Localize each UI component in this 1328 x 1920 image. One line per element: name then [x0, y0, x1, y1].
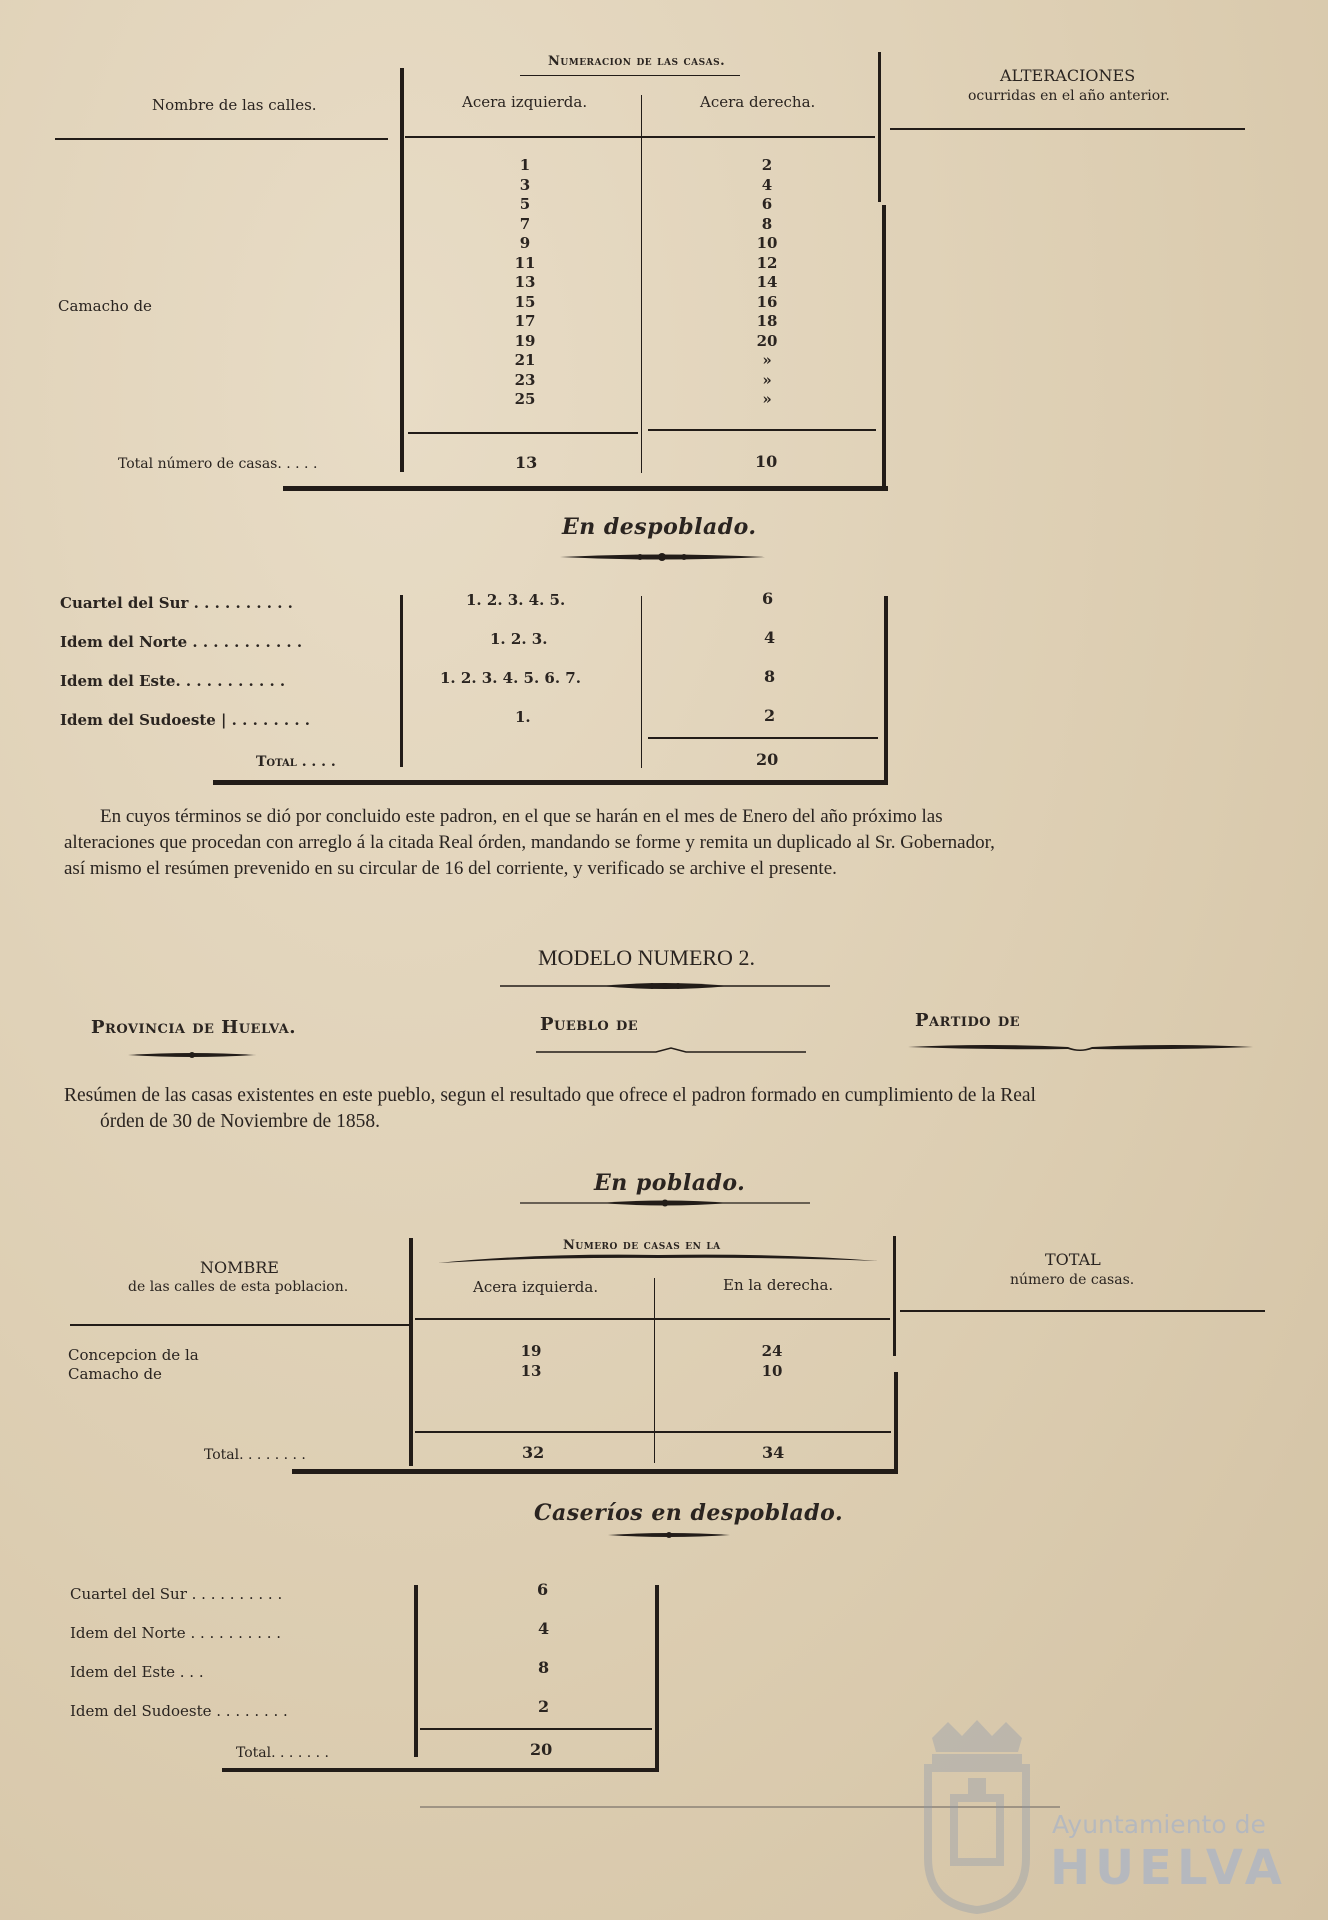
desp-total-label: Total . . . . [256, 754, 336, 770]
despoblado-title: En despoblado. [562, 514, 757, 540]
resumen-line-2: órden de 30 de Noviembre de 1858. [100, 1111, 380, 1132]
top-total-izq: 13 [515, 453, 538, 472]
header-rule-mid [405, 136, 875, 138]
der-numbers-column: 2 4 6 8 10 12 14 16 18 20 » » » [756, 156, 778, 408]
nombre-calles-header: Nombre de las calles. [152, 96, 317, 114]
cas-row-4-val: 2 [538, 1697, 550, 1716]
poblado-ornament [520, 1197, 810, 1209]
huelva-coat-of-arms-watermark [918, 1718, 1036, 1914]
cas-row-4-name: Idem del Sudoeste . . . . . . . . [70, 1702, 288, 1720]
desp-row-3-izq: 1. 2. 3. 4. 5. 6. 7. [440, 669, 581, 687]
desp-bottom-thick-rule [213, 780, 888, 785]
alteraciones-subheader: ocurridas en el año anterior. [968, 88, 1170, 104]
header-rule-left [55, 138, 388, 140]
closing-paragraph-line-3: así mismo el resúmen prevenido en su circular de 16 del corriente, y verificado se archive el presente. [64, 858, 837, 879]
poblado-sum-rule [415, 1431, 891, 1433]
top-total-der: 10 [755, 452, 778, 471]
provincia-ornament [128, 1050, 256, 1060]
modelo-title: MODELO NUMERO 2. [538, 945, 755, 970]
provincia-label: Provincia de Huelva. [91, 1017, 296, 1038]
caserios-total-label: Total. . . . . . . [236, 1745, 329, 1761]
desp-row-1-name: Cuartel del Sur . . . . . . . . . . [60, 594, 293, 612]
street-camacho-de: Camacho de [58, 297, 152, 315]
desp-row-2-izq: 1. 2. 3. [490, 630, 548, 648]
caserios-sum-rule [420, 1728, 652, 1730]
closing-paragraph-line-1: En cuyos términos se dió por concluido este padron, en el que se harán en el mes de Enero del año próximo las [100, 806, 943, 827]
poblado-streets: Concepcion de la Camacho de [68, 1346, 199, 1383]
modelo-ornament [500, 980, 830, 992]
top-vrule-left [400, 68, 404, 472]
poblado-vrule-right1 [893, 1236, 896, 1356]
resumen-line-1: Resúmen de las casas existentes en este pueblo, segun el resultado que ofrece el padron formado en cumplimiento de la Real [64, 1085, 1036, 1106]
desp-sum-rule [648, 737, 878, 739]
caserios-vrule-left [414, 1585, 418, 1757]
cas-row-3-val: 8 [538, 1658, 550, 1677]
acera-izquierda-header: Acera izquierda. [462, 93, 588, 111]
poblado-der-values: 24 10 [761, 1342, 783, 1380]
poblado-vrule-left [409, 1238, 413, 1466]
desp-vrule-left [400, 595, 403, 767]
desp-vrule-mid [641, 596, 642, 768]
cas-row-1-name: Cuartel del Sur . . . . . . . . . . [70, 1585, 283, 1603]
pueblo-ornament [536, 1047, 806, 1057]
top-vrule-right1 [878, 52, 881, 202]
poblado-nombre-subheader: de las calles de esta poblacion. [128, 1279, 349, 1295]
pueblo-label: Pueblo de [540, 1014, 639, 1035]
top-total-label: Total número de casas. . . . . [118, 456, 318, 472]
poblado-head-rule-right [900, 1310, 1265, 1312]
poblado-vrule-right2 [894, 1372, 898, 1474]
poblado-title: En poblado. [594, 1170, 746, 1196]
header-rule-numeracion [520, 75, 740, 76]
cas-row-1-val: 6 [537, 1580, 549, 1599]
desp-row-1-der: 6 [762, 589, 774, 608]
caserios-vrule-right [655, 1585, 659, 1771]
poblado-head-rule-mid [415, 1318, 890, 1320]
partido-ornament [908, 1040, 1253, 1054]
desp-row-3-der: 8 [764, 667, 776, 686]
desp-row-2-name: Idem del Norte . . . . . . . . . . . [60, 633, 303, 651]
cas-row-3-name: Idem del Este . . . [70, 1663, 204, 1681]
alteraciones-header: ALTERACIONES [1000, 66, 1136, 85]
poblado-izq-values: 19 13 [520, 1342, 542, 1380]
desp-row-3-name: Idem del Este. . . . . . . . . . . [60, 672, 286, 690]
poblado-nombre-header: NOMBRE [200, 1258, 279, 1277]
poblado-izq-header: Acera izquierda. [473, 1278, 599, 1296]
closing-paragraph-line-2: alteraciones que procedan con arreglo á la citada Real órden, mandando se forme y remita un duplicado al Sr. Gobernador, [64, 832, 995, 853]
watermark-huelva: HUELVA [1050, 1840, 1287, 1896]
cas-row-2-val: 4 [538, 1619, 550, 1638]
desp-row-4-name: Idem del Sudoeste | . . . . . . . . [60, 711, 311, 729]
acera-derecha-header: Acera derecha. [700, 93, 816, 111]
watermark-ayuntamiento: Ayuntamiento de [1052, 1810, 1266, 1839]
top-vrule-mid [641, 95, 642, 473]
desp-row-4-der: 2 [764, 706, 776, 725]
desp-row-1-izq: 1. 2. 3. 4. 5. [466, 591, 566, 609]
desp-vrule-right [884, 596, 888, 782]
poblado-total-subheader: número de casas. [1010, 1272, 1135, 1288]
poblado-total-izq: 32 [522, 1443, 545, 1462]
top-bottom-thick-rule [283, 486, 888, 491]
poblado-vrule-mid [654, 1278, 655, 1463]
poblado-head-rule-left [70, 1324, 410, 1326]
desp-row-4-izq: 1. [515, 708, 531, 726]
caserios-bottom-rule [222, 1768, 659, 1772]
numeracion-header: Numeracion de las casas. [548, 54, 726, 69]
partido-label: Partido de [915, 1010, 1020, 1031]
caserios-ornament [608, 1530, 730, 1540]
poblado-numero-header: Numero de casas en la [563, 1238, 721, 1253]
top-sum-rule-right [648, 429, 876, 431]
izq-numbers-column: 1 3 5 7 9 11 13 15 17 19 21 23 25 [514, 156, 536, 408]
poblado-total-der: 34 [762, 1443, 785, 1462]
desp-total-value: 20 [756, 750, 779, 769]
caserios-total-value: 20 [530, 1740, 553, 1759]
poblado-der-header: En la derecha. [723, 1276, 834, 1294]
header-rule-right [890, 128, 1245, 130]
desp-row-2-der: 4 [764, 628, 776, 647]
top-sum-rule-left [408, 432, 638, 434]
top-vrule-right2 [882, 205, 886, 488]
cas-row-2-name: Idem del Norte . . . . . . . . . . [70, 1624, 282, 1642]
despoblado-ornament [560, 550, 765, 564]
caserios-title: Caseríos en despoblado. [534, 1500, 844, 1526]
poblado-total-label: Total. . . . . . . . [204, 1447, 306, 1463]
poblado-header-swash [438, 1251, 878, 1265]
poblado-bottom-thick-rule [292, 1469, 898, 1474]
poblado-total-header: TOTAL [1045, 1250, 1101, 1269]
